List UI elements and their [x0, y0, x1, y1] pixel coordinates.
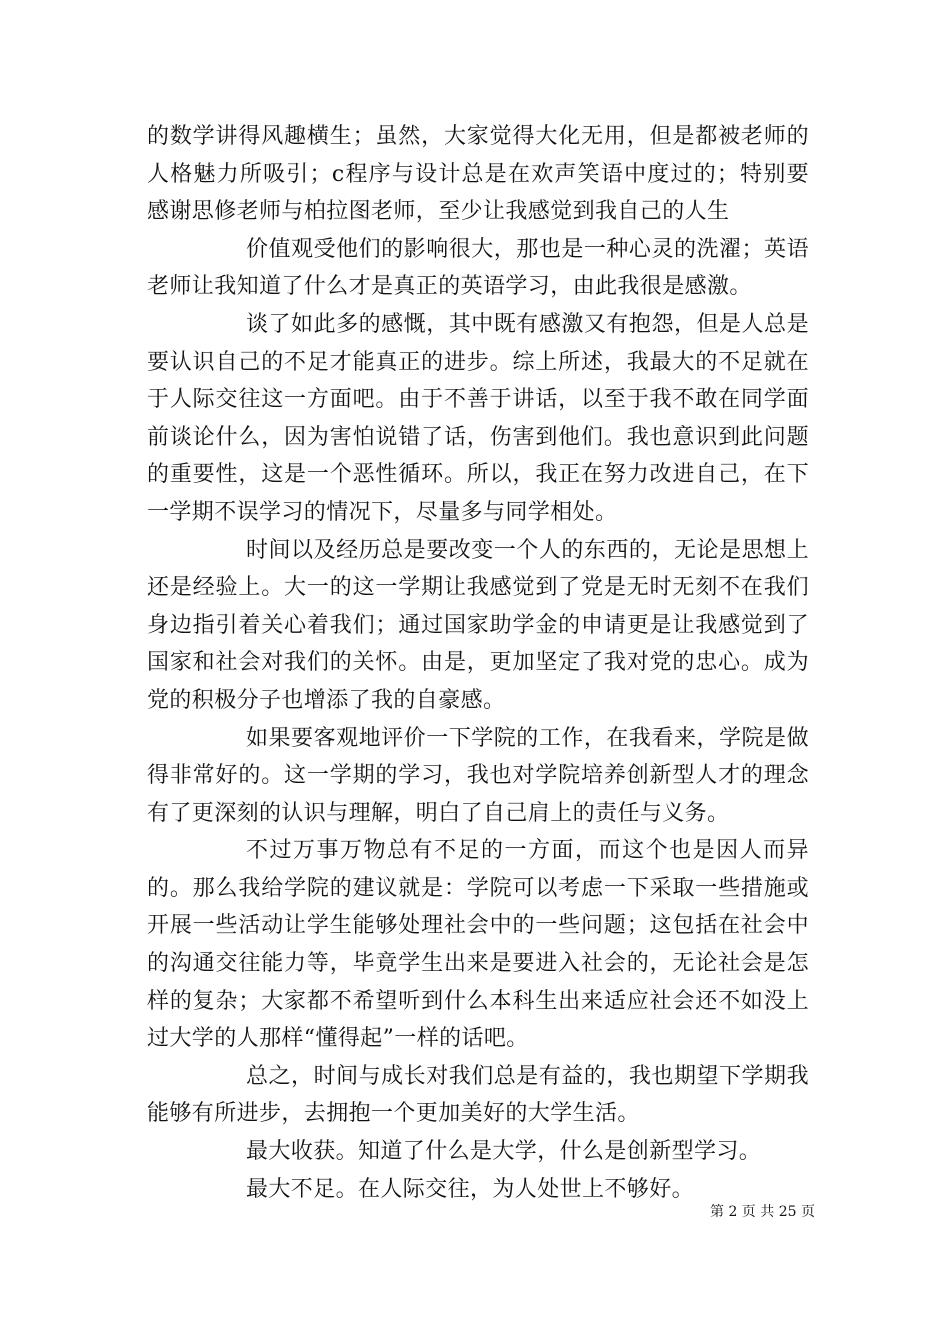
paragraph-9: 最大不足。在人际交往，为人处世上不够好。 [246, 1176, 695, 1202]
paragraph-1: 的数学讲得风趣横生；虽然，大家觉得大化无用，但是都被老师的人格魅力所吸引；c程序与设计总是在欢声笑语中度过的；特别要感谢思修老师与柏拉图老师，至少让我感觉到我自己的人生 [147, 124, 809, 225]
page-number-footer: 第 2 页 共 25 页 [710, 1204, 815, 1220]
document-body [147, 118, 809, 1208]
paragraph-6: 不过万事万物总有不足的一方面，而这个也是因人而异的。那么我给学院的建议就是：学院可以考虑一下采取一些措施或开展一些活动让学生能够处理社会中的一些问题；这包括在社会中的沟通交往能力等，毕竟学生出来是要进入社会的，无论社会是怎样的复杂；大家都不希望听到什么本科生出来适应社会还不如没上过大学的人那样“懂得起”一样的话吧。 [147, 838, 809, 1052]
paragraph-8: 最大收获。知道了什么是大学，什么是创新型学习。 [246, 1139, 762, 1165]
paragraph-5: 如果要客观地评价一下学院的工作，在我看来，学院是做得非常好的。这一学期的学习，我也对学院培养创新型人才的理念有了更深刻的认识与理解，明白了自己肩上的责任与义务。 [147, 725, 809, 826]
paragraph-7: 总之，时间与成长对我们总是有益的，我也期望下学期我能够有所进步，去拥抱一个更加美好的大学生活。 [147, 1063, 809, 1127]
paragraph-3: 谈了如此多的感慨，其中既有感激又有抱怨，但是人总是要认识自己的不足才能真正的进步。综上所述，我最大的不足就在于人际交往这一方面吧。由于不善于讲话，以至于我不敢在同学面前谈论什么，因为害怕说错了话，伤害到他们。我也意识到此问题的重要性，这是一个恶性循环。所以，我正在努力改进自己，在下一学期不误学习的情况下，尽量多与同学相处。 [147, 311, 809, 525]
paragraph-4: 时间以及经历总是要改变一个人的东西的，无论是思想上还是经验上。大一的这一学期让我感觉到了党是无时无刻不在我们身边指引着关心着我们；通过国家助学金的申请更是让我感觉到了国家和社会对我们的关怀。由是，更加坚定了我对党的忠心。成为党的积极分子也增添了我的自豪感。 [147, 537, 809, 713]
paragraph-2: 价值观受他们的影响很大，那也是一种心灵的洗濯；英语老师让我知道了什么才是真正的英语学习，由此我很是感激。 [147, 236, 809, 300]
